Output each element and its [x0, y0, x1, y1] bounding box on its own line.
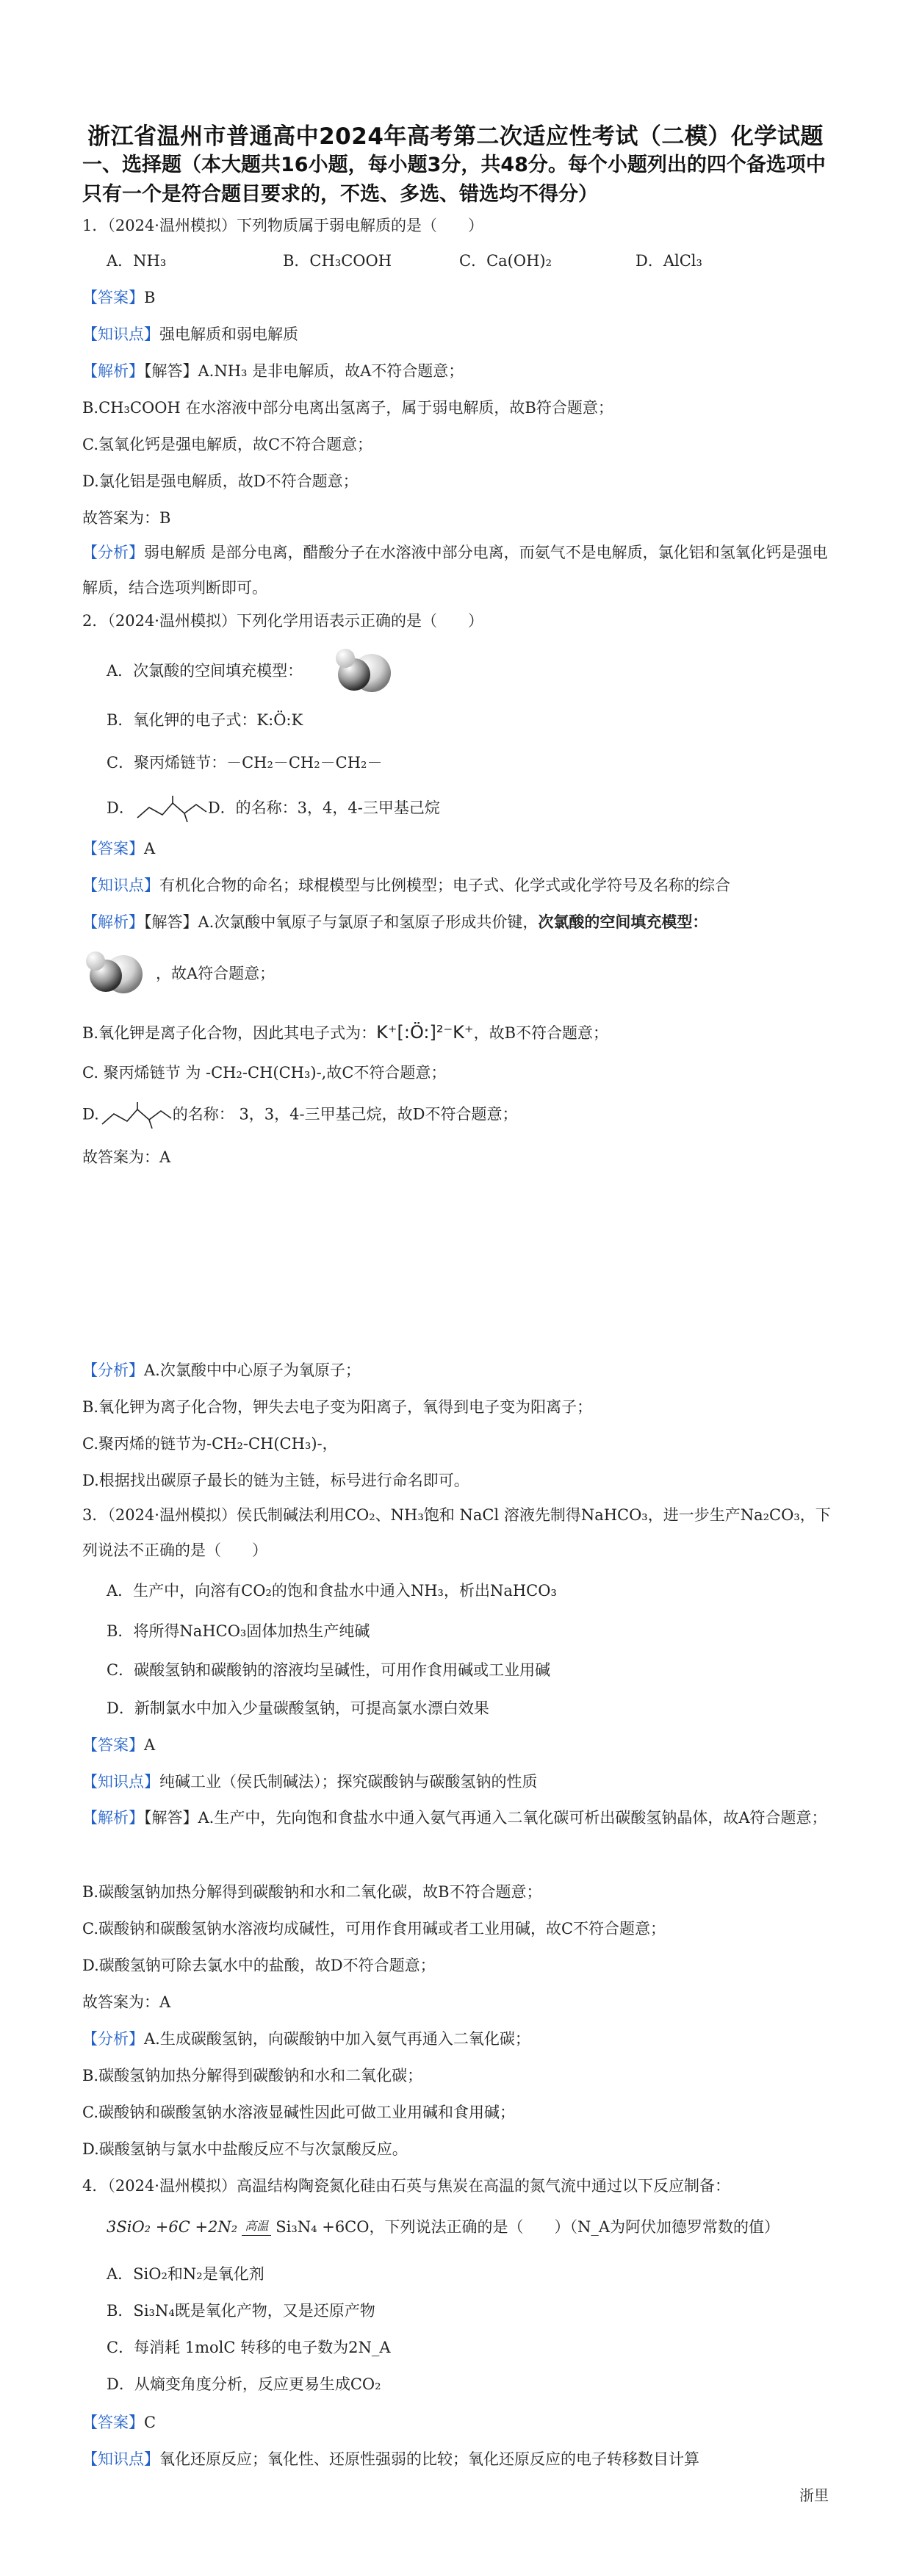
q3-stem: 3．（2024·温州模拟）侯氏制碱法利用CO₂、NH₃饱和 NaCl 溶液先制得NaHCO₃，进一步生产Na₂CO₃，下列说法不正确的是（ ） — [82, 1506, 831, 1559]
q1-option-b: B．CH₃COOH — [283, 252, 392, 270]
q4-option-d: D．从熵变角度分析，反应更易生成CO₂ — [107, 2375, 381, 2393]
q4-equation-right: Si₃N₄ +6CO，下列说法正确的是（ ）（N_A为阿伏加德罗常数的值） — [276, 2218, 780, 2236]
q2-analysis-b-text: B.氧化钾是离子化合物，因此其电子式为： — [82, 1024, 377, 1042]
q3-option-c: C．碳酸氢钠和碳酸钠的溶液均呈碱性，可用作食用碱或工业用碱 — [107, 1661, 551, 1679]
q3-knowledge: 【知识点】纯碱工业（侯氏制碱法）；探究碳酸钠与碳酸氢钠的性质 — [82, 1773, 538, 1791]
section-heading: 一、选择题（本大题共16小题，每小题3分，共48分。每个小题列出的四个备选项中只有一个是符合题目要求的，不选、多选、错选均不得分） — [82, 154, 826, 206]
q2-analysis-text-a: A.次氯酸中氧原子与氯原子和氢原子形成共价键， — [198, 913, 539, 931]
q3-option-d: D．新制氯水中加入少量碳酸氢钠，可提高氯水漂白效果 — [107, 1699, 489, 1717]
q3-fenxi-b: B.碳酸氢钠加热分解得到碳酸钠和水和二氧化碳； — [82, 2067, 423, 2084]
q4-knowledge: 【知识点】氧化还原反应；氧化性、还原性强弱的比较；氧化还原反应的电子转移数目计算 — [82, 2450, 699, 2468]
q3-fenxi-d: D.碳酸氢钠与氯水中盐酸反应不与次氯酸反应。 — [82, 2140, 408, 2158]
q2-final-value: A — [159, 1148, 171, 1166]
q2-option-a: A．次氯酸的空间填充模型： — [107, 662, 303, 680]
q2-answer: 【答案】A — [82, 840, 156, 857]
q3-knowledge-text: 纯碱工业（侯氏制碱法）；探究碳酸钠与碳酸氢钠的性质 — [159, 1773, 538, 1791]
q2-fenxi-d: D.根据找出碳原子最长的链为主链，标号进行命名即可。 — [82, 1472, 469, 1489]
q2-fenxi-text-a: A.次氯酸中中心原子为氧原子； — [144, 1361, 361, 1379]
skeletal-structure-icon — [99, 1102, 173, 1129]
q2-option-b: B．氧化钾的电子式：K:Ö:K — [107, 711, 303, 729]
q1-option-a: A．NH₃ — [107, 252, 167, 270]
q1-analysis-a — [82, 360, 464, 382]
q2-option-d-prefix: D． — [107, 799, 134, 817]
solution-label: 【解答】 — [144, 362, 198, 380]
q3-analysis-text-a: A.生产中，先向饱和食盐水中通入氨气再通入二氧化碳可析出碳酸氢钠晶体，故A符合题意； — [198, 1809, 827, 1827]
q2-analysis-a: 【解析】【解答】A.次氯酸中氧原子与氯原子和氢原子形成共价键，次氯酸的空间填充模型： — [82, 913, 708, 931]
q3-fenxi-c: C.碳酸钠和碳酸氢钠水溶液显碱性因此可做工业用碱和食用碱； — [82, 2104, 515, 2121]
q1-answer-value: B — [144, 289, 156, 306]
final-label: 故答案为： — [82, 509, 159, 527]
q3-fenxi-a: 【分析】A.生成碳酸氢钠，向碳酸钠中加入氨气再通入二氧化碳； — [82, 2030, 530, 2048]
fenxi-label: 【分析】 — [82, 544, 144, 561]
q3-fenxi-text-a: A.生成碳酸氢钠，向碳酸钠中加入氨气再通入二氧化碳； — [144, 2030, 530, 2048]
q1-analysis-b: B.CH₃COOH 在水溶液中部分电离出氢离子，属于弱电解质，故B符合题意； — [82, 399, 613, 417]
q2-analysis-bold: 次氯酸的空间填充模型： — [538, 913, 708, 931]
q2-analysis-b-end: ，故B不符合题意； — [473, 1024, 609, 1042]
q4-equation — [107, 2216, 779, 2238]
q2-option-d-text: D．的名称：3，4，4-三甲基己烷 — [207, 799, 440, 817]
q2-final: 故答案为：A — [82, 1148, 171, 1166]
q4-stem: 4．（2024·温州模拟）高温结构陶瓷氮化硅由石英与焦炭在高温的氮气流中通过以下反应制备： — [82, 2177, 730, 2195]
q2-analysis-d — [82, 1102, 517, 1129]
q2-knowledge: 【知识点】有机化合物的命名；球棍模型与比例模型；电子式、化学式或化学符号及名称的综合 — [82, 877, 730, 894]
answer-label: 【答案】 — [82, 289, 144, 306]
q4-answer: 【答案】C — [82, 2414, 156, 2431]
q3-analysis-c: C.碳酸钠和碳酸氢钠水溶液均成碱性，可用作食用碱或者工业用碱，故C不符合题意； — [82, 1920, 666, 1938]
hclo-space-filling-model-a — [329, 645, 395, 698]
q1-fenxi-text: 弱电解质 是部分电离，醋酸分子在水溶液中部分电离，而氨气不是电解质，氯化铝和氢氧化钙是强电解质，结合选项判断即可。 — [82, 544, 828, 597]
q1-options — [107, 250, 812, 272]
q4-equation-condition: 高温 — [245, 2219, 269, 2233]
q4-equation-left: 3SiO₂ +6C +2N₂ — [107, 2218, 238, 2236]
q2-analysis-c: C. 聚丙烯链节 为 -CH₂-CH(CH₃)-,故C不符合题意； — [82, 1064, 447, 1082]
q1-knowledge-text: 强电解质和弱电解质 — [159, 325, 298, 343]
q2-analysis-d-text: 的名称： 3，3，4-三甲基己烷，故D不符合题意； — [172, 1105, 518, 1123]
q3-analysis-b: B.碳酸氢钠加热分解得到碳酸钠和水和二氧化碳，故B不符合题意； — [82, 1883, 542, 1901]
q3-final-value: A — [159, 1993, 171, 2011]
q4-reaction-arrow — [242, 2220, 271, 2236]
page-title: 浙江省温州市普通高中2024年高考第二次适应性考试（二模）化学试题 — [87, 123, 824, 150]
q1-analysis-c: C.氢氧化钙是强电解质，故C不符合题意； — [82, 436, 373, 453]
q4-option-c: C．每消耗 1molC 转移的电子数为2N_A — [107, 2339, 391, 2356]
q3-option-a: A．生产中，向溶有CO₂的饱和食盐水中通入NH₃，析出NaHCO₃ — [107, 1582, 557, 1600]
q2-analysis-a-end: ，故A符合题意； — [156, 965, 276, 982]
q2-analysis-d-prefix: D. — [82, 1105, 99, 1123]
q3-option-b: B．将所得NaHCO₃固体加热生产纯碱 — [107, 1622, 370, 1640]
q1-knowledge — [82, 323, 298, 345]
q2-fenxi-c: C.聚丙烯的链节为-CH₂-CH(CH₃)-， — [82, 1435, 338, 1453]
k2o-electron-formula: K⁺[:Ö:]²⁻K⁺ — [376, 1022, 474, 1043]
q1-analysis-text-a: A.NH₃ 是非电解质，故A不符合题意； — [198, 362, 464, 380]
q2-option-d — [107, 796, 440, 822]
q4-knowledge-text: 氧化还原反应；氧化性、还原性强弱的比较；氧化还原反应的电子转移数目计算 — [159, 2450, 699, 2468]
q4-option-b: B．Si₃N₄既是氧化产物，又是还原产物 — [107, 2302, 375, 2320]
skeletal-structure-icon — [134, 796, 208, 822]
q2-option-c: C．聚丙烯链节：－CH₂－CH₂－CH₂－ — [107, 754, 383, 771]
q1-fenxi — [82, 535, 832, 605]
q2-answer-value: A — [144, 840, 156, 857]
q1-analysis-d: D.氯化铝是强电解质，故D不符合题意； — [82, 472, 359, 490]
hclo-space-filling-model — [78, 948, 145, 999]
q2-analysis-b — [82, 1021, 608, 1044]
q1-answer — [82, 287, 155, 309]
q2-knowledge-text: 有机化合物的命名；球棍模型与比例模型；电子式、化学式或化学符号及名称的综合 — [159, 877, 730, 894]
knowledge-label: 【知识点】 — [82, 325, 159, 343]
q1-option-c: C．Ca(OH)₂ — [459, 252, 552, 270]
q3-answer: 【答案】A — [82, 1736, 156, 1754]
q2-fenxi-b: B.氧化钾为离子化合物，钾失去电子变为阳离子，氧得到电子变为阳离子； — [82, 1398, 593, 1416]
q4-answer-value: C — [144, 2414, 156, 2431]
q3-answer-value: A — [144, 1736, 156, 1754]
analysis-label: 【解析】 — [82, 362, 144, 380]
q3-analysis-d: D.碳酸氢钠可除去氯水中的盐酸，故D不符合题意； — [82, 1957, 436, 1974]
q3-final: 故答案为：A — [82, 1993, 171, 2011]
q1-stem: 1．（2024·温州模拟）下列物质属于弱电解质的是（ ） — [82, 217, 483, 234]
q1-option-d: D．AlCl₃ — [635, 252, 702, 270]
q2-fenxi-a: 【分析】A.次氯酸中中心原子为氧原子； — [82, 1361, 361, 1379]
q1-final-value: B — [159, 509, 171, 527]
q4-option-a: A．SiO₂和N₂是氧化剂 — [107, 2265, 264, 2283]
q1-final — [82, 507, 170, 529]
q2-stem: 2．（2024·温州模拟）下列化学用语表示正确的是（ ） — [82, 612, 483, 630]
q3-analysis-a: 【解析】【解答】A.生产中，先向饱和食盐水中通入氨气再通入二氧化碳可析出碳酸氢钠晶体，故A符合题意； — [82, 1809, 827, 1827]
page-footer: 浙里 — [799, 2486, 829, 2504]
